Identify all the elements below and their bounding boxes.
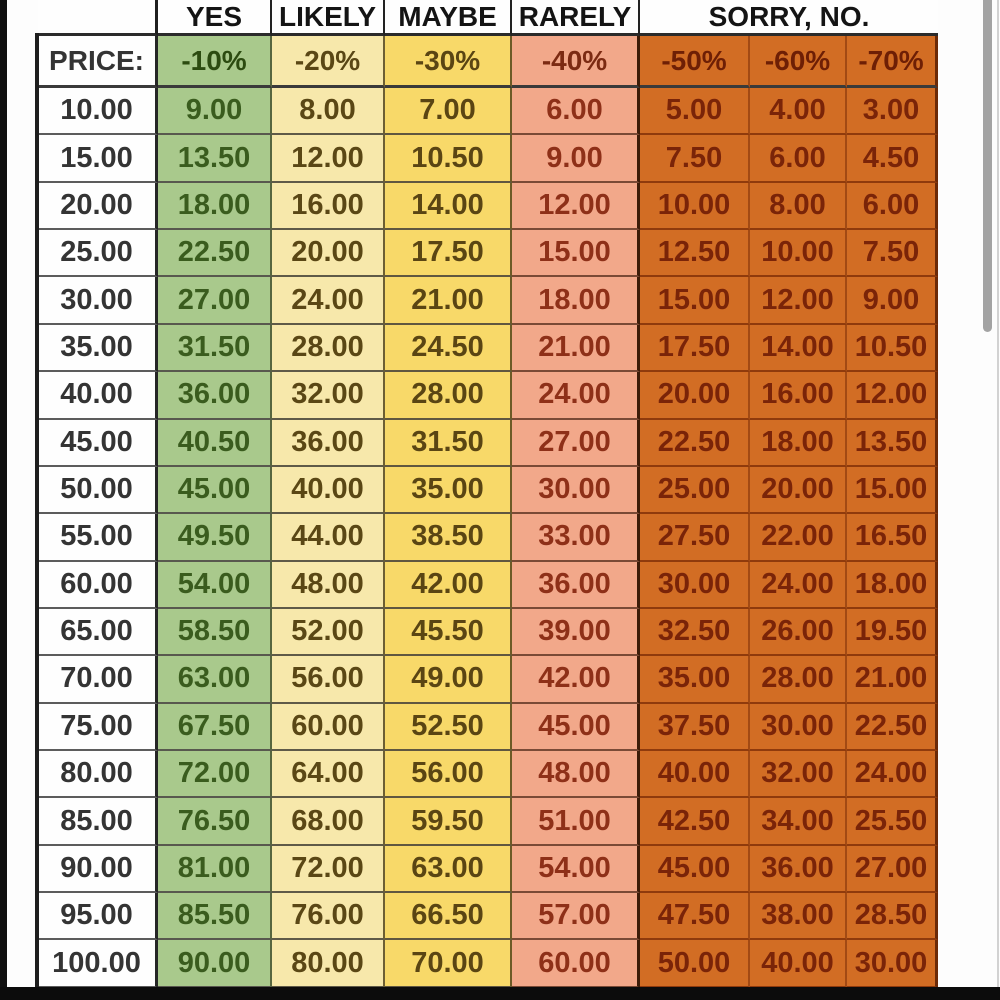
discount-cell-50: 32.50 — [640, 609, 750, 656]
discount-cell-30: 45.50 — [385, 609, 512, 656]
discount-cell-10: 85.50 — [158, 893, 272, 940]
discount-cell-40: 21.00 — [512, 325, 640, 372]
price-cell: 60.00 — [38, 562, 158, 609]
discount-cell-70: 28.50 — [847, 893, 938, 940]
discount-cell-50: 20.00 — [640, 372, 750, 419]
price-cell: 90.00 — [38, 846, 158, 893]
discount-cell-20: 68.00 — [272, 798, 385, 845]
discount-cell-60: 4.00 — [750, 88, 847, 135]
discount-cell-30: 17.50 — [385, 230, 512, 277]
discount-cell-40: 27.00 — [512, 420, 640, 467]
discount-cell-20: 8.00 — [272, 88, 385, 135]
discount-cell-20: 76.00 — [272, 893, 385, 940]
header-minus-20: -20% — [272, 36, 385, 88]
discount-cell-50: 35.00 — [640, 656, 750, 703]
discount-cell-30: 35.00 — [385, 467, 512, 514]
discount-table — [38, 0, 938, 988]
discount-cell-60: 38.00 — [750, 893, 847, 940]
discount-cell-70: 13.50 — [847, 420, 938, 467]
price-row — [38, 609, 938, 656]
discount-cell-40: 9.00 — [512, 135, 640, 182]
discount-cell-70: 10.50 — [847, 325, 938, 372]
discount-cell-10: 40.50 — [158, 420, 272, 467]
discount-cell-10: 58.50 — [158, 609, 272, 656]
discount-cell-60: 14.00 — [750, 325, 847, 372]
price-row — [38, 467, 938, 514]
category-header-row — [38, 0, 938, 36]
discount-cell-40: 54.00 — [512, 846, 640, 893]
discount-cell-30: 42.00 — [385, 562, 512, 609]
discount-cell-50: 45.00 — [640, 846, 750, 893]
discount-cell-70: 9.00 — [847, 277, 938, 324]
discount-cell-40: 12.00 — [512, 183, 640, 230]
header-minus-70: -70% — [847, 36, 938, 88]
table-left-border — [35, 33, 39, 988]
discount-cell-10: 27.00 — [158, 277, 272, 324]
discount-cell-30: 52.50 — [385, 704, 512, 751]
discount-cell-20: 40.00 — [272, 467, 385, 514]
discount-cell-10: 49.50 — [158, 514, 272, 561]
scrollbar-thumb[interactable] — [983, 0, 992, 332]
price-row — [38, 704, 938, 751]
discount-cell-50: 12.50 — [640, 230, 750, 277]
discount-cell-50: 42.50 — [640, 798, 750, 845]
price-cell: 75.00 — [38, 704, 158, 751]
price-cell: 50.00 — [38, 467, 158, 514]
price-cell: 70.00 — [38, 656, 158, 703]
price-row — [38, 798, 938, 845]
discount-cell-70: 7.50 — [847, 230, 938, 277]
discount-cell-30: 49.00 — [385, 656, 512, 703]
price-cell: 10.00 — [38, 88, 158, 135]
price-header-cell: PRICE: — [38, 36, 158, 88]
discount-cell-10: 45.00 — [158, 467, 272, 514]
discount-cell-40: 42.00 — [512, 656, 640, 703]
price-cell: 30.00 — [38, 277, 158, 324]
discount-cell-30: 38.50 — [385, 514, 512, 561]
discount-cell-30: 70.00 — [385, 940, 512, 987]
discount-cell-40: 6.00 — [512, 88, 640, 135]
discount-cell-30: 24.50 — [385, 325, 512, 372]
price-cell: 85.00 — [38, 798, 158, 845]
discount-cell-10: 76.50 — [158, 798, 272, 845]
discount-cell-40: 48.00 — [512, 751, 640, 798]
discount-cell-60: 28.00 — [750, 656, 847, 703]
discount-cell-40: 18.00 — [512, 277, 640, 324]
discount-cell-10: 13.50 — [158, 135, 272, 182]
discount-cell-50: 37.50 — [640, 704, 750, 751]
price-row — [38, 514, 938, 561]
discount-cell-20: 32.00 — [272, 372, 385, 419]
discount-cell-60: 24.00 — [750, 562, 847, 609]
discount-cell-30: 21.00 — [385, 277, 512, 324]
discount-cell-30: 63.00 — [385, 846, 512, 893]
price-cell: 15.00 — [38, 135, 158, 182]
discount-cell-30: 66.50 — [385, 893, 512, 940]
discount-cell-70: 12.00 — [847, 372, 938, 419]
discount-cell-60: 26.00 — [750, 609, 847, 656]
price-row — [38, 230, 938, 277]
discount-cell-40: 24.00 — [512, 372, 640, 419]
price-row — [38, 88, 938, 135]
discount-cell-40: 33.00 — [512, 514, 640, 561]
discount-cell-60: 10.00 — [750, 230, 847, 277]
price-cell: 40.00 — [38, 372, 158, 419]
discount-cell-60: 20.00 — [750, 467, 847, 514]
discount-cell-60: 36.00 — [750, 846, 847, 893]
discount-cell-50: 30.00 — [640, 562, 750, 609]
discount-cell-70: 3.00 — [847, 88, 938, 135]
price-row — [38, 135, 938, 182]
discount-cell-30: 56.00 — [385, 751, 512, 798]
discount-cell-60: 30.00 — [750, 704, 847, 751]
discount-cell-50: 50.00 — [640, 940, 750, 987]
left-black-bar — [0, 0, 7, 1000]
price-cell: 25.00 — [38, 230, 158, 277]
price-row — [38, 846, 938, 893]
discount-cell-70: 19.50 — [847, 609, 938, 656]
discount-cell-70: 18.00 — [847, 562, 938, 609]
discount-cell-20: 72.00 — [272, 846, 385, 893]
discount-cell-20: 80.00 — [272, 940, 385, 987]
price-row — [38, 325, 938, 372]
discount-cell-10: 36.00 — [158, 372, 272, 419]
price-row — [38, 751, 938, 798]
price-cell: 95.00 — [38, 893, 158, 940]
price-row — [38, 372, 938, 419]
discount-cell-70: 25.50 — [847, 798, 938, 845]
discount-cell-40: 30.00 — [512, 467, 640, 514]
discount-cell-40: 15.00 — [512, 230, 640, 277]
price-row — [38, 277, 938, 324]
discount-cell-70: 30.00 — [847, 940, 938, 987]
discount-cell-20: 52.00 — [272, 609, 385, 656]
discount-cell-70: 22.50 — [847, 704, 938, 751]
discount-cell-10: 90.00 — [158, 940, 272, 987]
price-row — [38, 893, 938, 940]
discount-cell-40: 39.00 — [512, 609, 640, 656]
discount-cell-10: 63.00 — [158, 656, 272, 703]
discount-cell-10: 9.00 — [158, 88, 272, 135]
discount-cell-70: 27.00 — [847, 846, 938, 893]
discount-cell-20: 20.00 — [272, 230, 385, 277]
header-maybe: MAYBE — [385, 0, 512, 36]
discount-cell-20: 12.00 — [272, 135, 385, 182]
header-sorry-no: SORRY, NO. — [640, 0, 938, 36]
discount-cell-50: 17.50 — [640, 325, 750, 372]
discount-cell-10: 18.00 — [158, 183, 272, 230]
discount-cell-50: 47.50 — [640, 893, 750, 940]
discount-cell-30: 31.50 — [385, 420, 512, 467]
discount-cell-40: 36.00 — [512, 562, 640, 609]
discount-cell-60: 22.00 — [750, 514, 847, 561]
discount-cell-70: 24.00 — [847, 751, 938, 798]
discount-cell-60: 8.00 — [750, 183, 847, 230]
discount-cell-70: 15.00 — [847, 467, 938, 514]
discount-cell-60: 6.00 — [750, 135, 847, 182]
bottom-black-bar — [0, 987, 1000, 1000]
discount-cell-50: 7.50 — [640, 135, 750, 182]
discount-cell-20: 28.00 — [272, 325, 385, 372]
discount-cell-70: 16.50 — [847, 514, 938, 561]
header-rarely: RARELY — [512, 0, 640, 36]
price-cell: 80.00 — [38, 751, 158, 798]
discount-cell-50: 10.00 — [640, 183, 750, 230]
price-row — [38, 656, 938, 703]
discount-cell-50: 15.00 — [640, 277, 750, 324]
discount-cell-20: 24.00 — [272, 277, 385, 324]
discount-cell-60: 16.00 — [750, 372, 847, 419]
discount-cell-50: 5.00 — [640, 88, 750, 135]
discount-cell-40: 57.00 — [512, 893, 640, 940]
discount-cell-60: 18.00 — [750, 420, 847, 467]
price-row — [38, 562, 938, 609]
discount-cell-40: 45.00 — [512, 704, 640, 751]
header-minus-30: -30% — [385, 36, 512, 88]
discount-cell-20: 56.00 — [272, 656, 385, 703]
price-cell: 45.00 — [38, 420, 158, 467]
header-minus-50: -50% — [640, 36, 750, 88]
discount-cell-30: 28.00 — [385, 372, 512, 419]
header-minus-40: -40% — [512, 36, 640, 88]
price-row — [38, 940, 938, 987]
discount-cell-20: 60.00 — [272, 704, 385, 751]
discount-cell-50: 25.00 — [640, 467, 750, 514]
discount-cell-50: 27.50 — [640, 514, 750, 561]
discount-cell-30: 7.00 — [385, 88, 512, 135]
discount-cell-10: 31.50 — [158, 325, 272, 372]
discount-cell-50: 22.50 — [640, 420, 750, 467]
discount-cell-60: 40.00 — [750, 940, 847, 987]
discount-cell-30: 59.50 — [385, 798, 512, 845]
discount-cell-40: 60.00 — [512, 940, 640, 987]
discount-header-row — [38, 36, 938, 88]
price-row — [38, 420, 938, 467]
price-row — [38, 183, 938, 230]
discount-cell-70: 21.00 — [847, 656, 938, 703]
corner-cell — [38, 0, 158, 36]
price-cell: 35.00 — [38, 325, 158, 372]
discount-cell-10: 81.00 — [158, 846, 272, 893]
discount-cell-10: 54.00 — [158, 562, 272, 609]
price-cell: 20.00 — [38, 183, 158, 230]
discount-cell-10: 72.00 — [158, 751, 272, 798]
discount-cell-10: 22.50 — [158, 230, 272, 277]
discount-cell-20: 48.00 — [272, 562, 385, 609]
discount-cell-30: 14.00 — [385, 183, 512, 230]
header-minus-60: -60% — [750, 36, 847, 88]
table-body — [38, 88, 938, 988]
discount-cell-70: 4.50 — [847, 135, 938, 182]
discount-cell-50: 40.00 — [640, 751, 750, 798]
header-minus-10: -10% — [158, 36, 272, 88]
discount-cell-10: 67.50 — [158, 704, 272, 751]
discount-cell-20: 44.00 — [272, 514, 385, 561]
discount-cell-20: 16.00 — [272, 183, 385, 230]
header-yes: YES — [158, 0, 272, 36]
discount-cell-30: 10.50 — [385, 135, 512, 182]
discount-cell-70: 6.00 — [847, 183, 938, 230]
discount-cell-60: 34.00 — [750, 798, 847, 845]
discount-cell-60: 12.00 — [750, 277, 847, 324]
header-likely: LIKELY — [272, 0, 385, 36]
price-cell: 65.00 — [38, 609, 158, 656]
discount-cell-20: 64.00 — [272, 751, 385, 798]
price-cell: 55.00 — [38, 514, 158, 561]
discount-cell-20: 36.00 — [272, 420, 385, 467]
discount-cell-60: 32.00 — [750, 751, 847, 798]
scrollbar-track[interactable] — [997, 0, 999, 987]
discount-cell-40: 51.00 — [512, 798, 640, 845]
price-cell: 100.00 — [38, 940, 158, 987]
